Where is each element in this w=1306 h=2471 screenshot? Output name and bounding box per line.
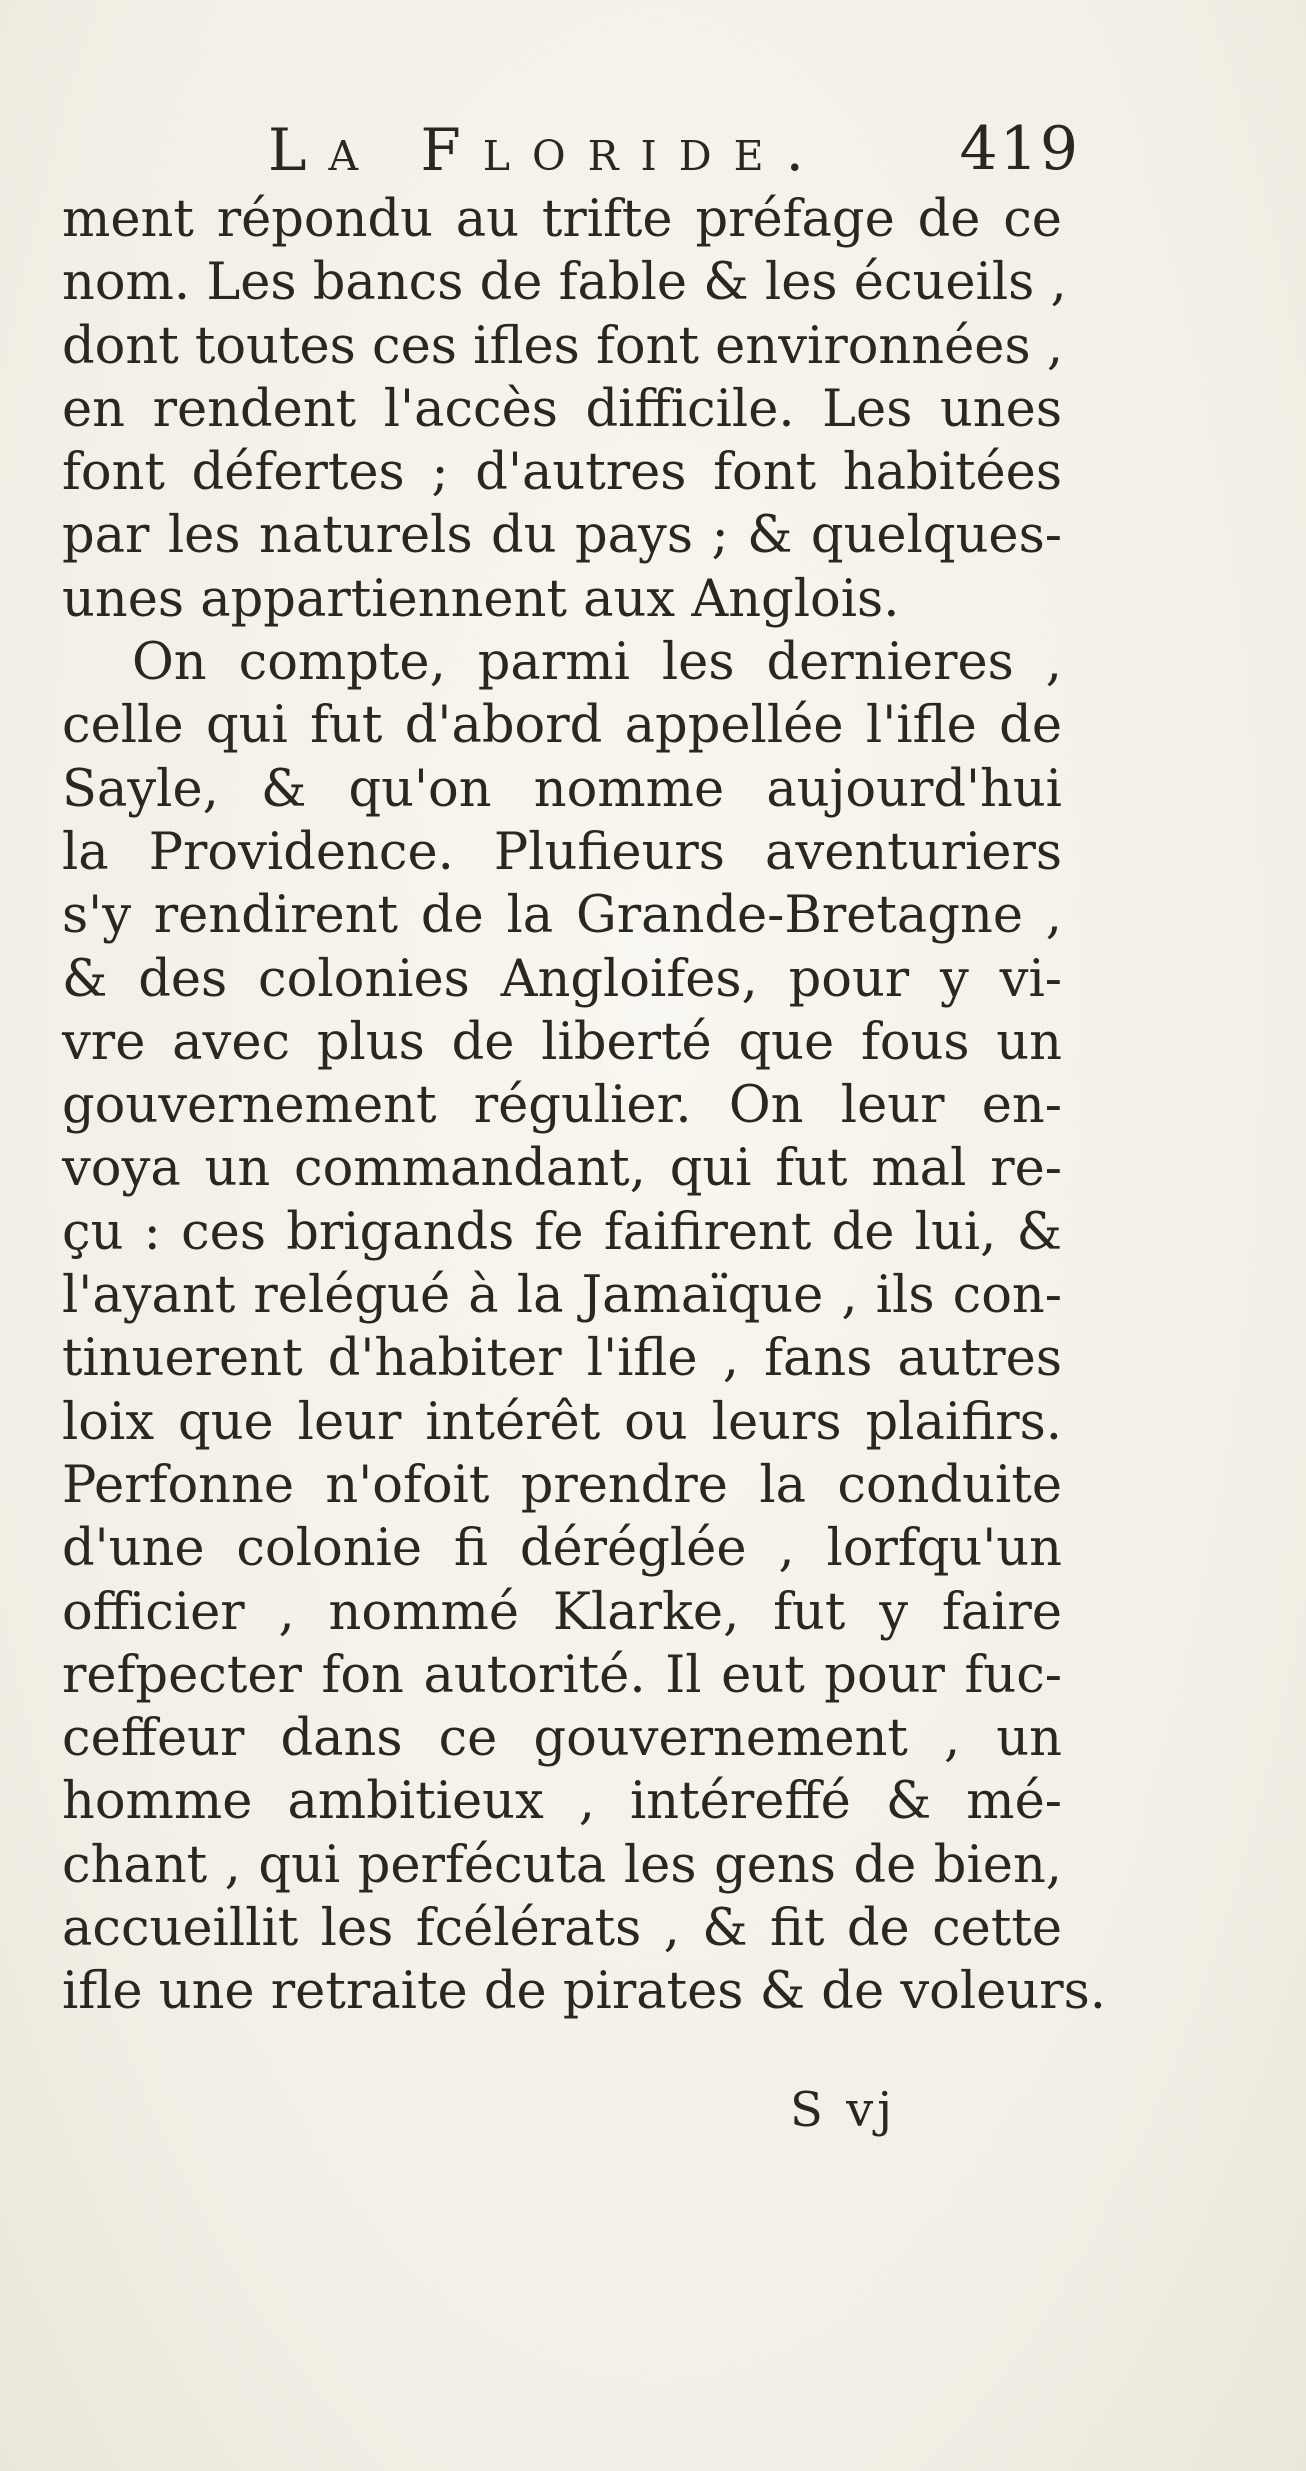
text-line: accueillit les fcélérats , & fit de cette bbox=[62, 1899, 1062, 1959]
text-line: en rendent l'accès difficile. Les unes bbox=[62, 379, 1062, 439]
page-header bbox=[230, 108, 1090, 188]
text-line: ifle une retraite de pirates & de voleurs. bbox=[62, 1962, 1106, 2022]
text-line: nom. Les bancs de fable & les écueils , bbox=[62, 253, 1067, 313]
text-line: refpecter fon autorité. Il eut pour fuc- bbox=[62, 1645, 1062, 1705]
text-line: tinuerent d'habiter l'ifle , fans autres bbox=[62, 1329, 1062, 1389]
text-line: officier , nommé Klarke, fut y faire bbox=[62, 1582, 1062, 1642]
text-line: celle qui fut d'abord appellée l'ifle de bbox=[62, 696, 1062, 756]
text-line: çu : ces brigands fe faifirent de lui, & bbox=[62, 1202, 1062, 1262]
signature-mark: S vj bbox=[790, 2082, 897, 2138]
text-line: unes appartiennent aux Anglois. bbox=[62, 569, 900, 629]
text-line: l'ayant relégué à la Jamaïque , ils con- bbox=[62, 1266, 1062, 1326]
text-line: chant , qui perfécuta les gens de bien, bbox=[62, 1835, 1062, 1895]
text-line: & des colonies Angloifes, pour y vi- bbox=[62, 949, 1062, 1009]
paragraph-start-line: On compte, parmi les dernieres , bbox=[132, 633, 1062, 693]
text-line: par les naturels du pays ; & quelques- bbox=[62, 506, 1062, 566]
text-line: ceffeur dans ce gouvernement , un bbox=[62, 1709, 1062, 1769]
text-line: dont toutes ces ifles font environnées , bbox=[62, 316, 1064, 376]
body-text bbox=[62, 188, 1106, 2024]
text-line: vre avec plus de liberté que fous un bbox=[62, 1012, 1062, 1072]
text-line: voya un commandant, qui fut mal re- bbox=[62, 1139, 1062, 1199]
text-line: Sayle, & qu'on nomme aujourd'hui bbox=[62, 759, 1062, 819]
running-title: La Floride. bbox=[268, 116, 826, 184]
text-line: font défertes ; d'autres font habitées bbox=[62, 443, 1062, 503]
text-line: gouvernement régulier. On leur en- bbox=[62, 1076, 1062, 1136]
text-line: s'y rendirent de la Grande-Bretagne , bbox=[62, 886, 1062, 946]
text-line: d'une colonie fi déréglée , lorfqu'un bbox=[62, 1519, 1062, 1579]
text-line: Perfonne n'ofoit prendre la conduite bbox=[62, 1455, 1062, 1515]
text-line: loix que leur intérêt ou leurs plaifirs. bbox=[62, 1392, 1062, 1452]
text-line: la Providence. Plufieurs aventuriers bbox=[62, 822, 1062, 882]
text-line: homme ambitieux , intéreffé & mé- bbox=[62, 1772, 1062, 1832]
page-number: 419 bbox=[959, 114, 1080, 184]
text-line: ment répondu au trifte préfage de ce bbox=[62, 190, 1062, 249]
